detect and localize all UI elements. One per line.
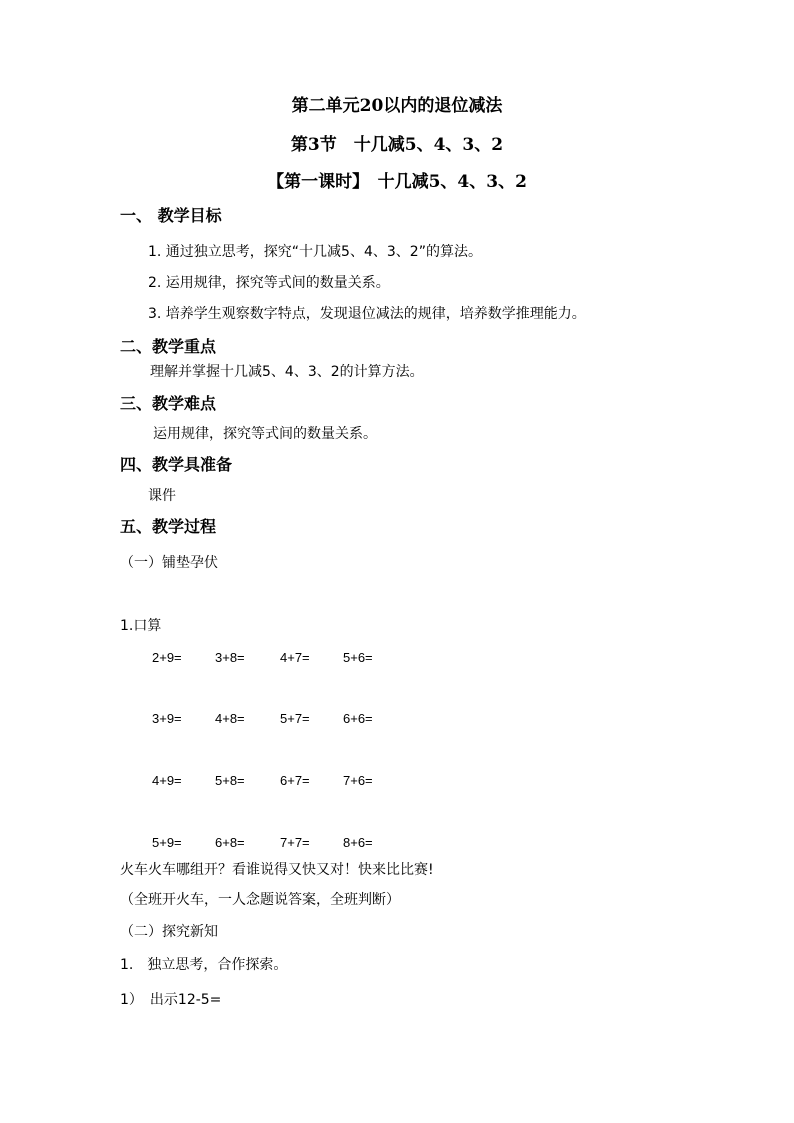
key-points-text: 理解并掌握十几减5、4、3、2的计算方法。 [150,364,424,380]
oral-item: 6+7= [280,773,310,788]
oral-item: 5+8= [215,773,245,788]
process-part1: （一）铺垫孕伏 [120,555,218,571]
oral-item: 6+6= [343,711,373,726]
difficulties-heading: 三、教学难点 [120,394,217,413]
oral-item: 5+7= [280,711,310,726]
oral-item: 4+9= [152,773,182,788]
oral-item: 8+6= [343,835,373,850]
train-note: （全班开火车，一人念题说答案，全班判断） [120,892,400,908]
difficulties-text: 运用规律，探究等式间的数量关系。 [153,426,377,442]
step-1-1: 1） 出示12-5= [120,992,222,1008]
oral-item: 7+7= [280,835,310,850]
step-1: 1. 独立思考，合作探索。 [120,957,288,973]
objective-item: 2. 运用规律，探究等式间的数量关系。 [148,275,390,291]
oral-item: 3+9= [152,711,182,726]
objective-item: 3. 培养学生观察数字特点，发现退位减法的规律，培养数学推理能力。 [148,306,586,322]
oral-item: 7+6= [343,773,373,788]
objectives-heading: 一、 教学目标 [120,206,222,225]
oral-item: 4+8= [215,711,245,726]
materials-text: 课件 [148,488,176,504]
oral-heading: 1.口算 [120,618,162,634]
oral-item: 6+8= [215,835,245,850]
unit-title: 第二单元20以内的退位减法 [291,96,503,116]
section-title: 第3节 十几减5、4、3、2 [290,135,504,155]
oral-item: 5+6= [343,650,373,665]
oral-item: 5+9= [152,835,182,850]
oral-item: 2+9= [152,650,182,665]
process-heading: 五、教学过程 [120,517,217,536]
oral-item: 4+7= [280,650,310,665]
key-points-heading: 二、教学重点 [120,337,217,356]
oral-item: 3+8= [215,650,245,665]
process-part2: （二）探究新知 [120,924,218,940]
materials-heading: 四、教学具准备 [120,455,233,474]
train-prompt: 火车火车哪组开？看谁说得又快又对！快来比比赛! [120,862,434,878]
lesson-title: 【第一课时】 十几减5、4、3、2 [267,172,527,192]
objective-item: 1. 通过独立思考，探究“十几减5、4、3、2”的算法。 [148,244,482,260]
